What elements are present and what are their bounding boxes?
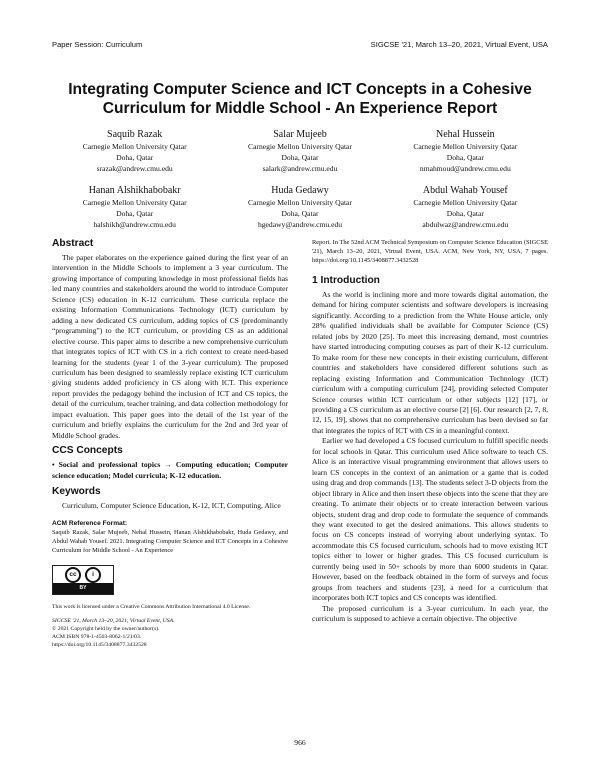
author-email: nmahmoud@andrew.cmu.edu [419,164,511,173]
author-affiliation: Carnegie Mellon University Qatar [413,142,518,151]
abstract-text: The paper elaborates on the experience gained during the first year of an intervention in the Middle Schools to implement a 3 year curriculum. The growing importance of computing knowledge in most professional fields has led many countries and stakeholders around the world to introduce Computer Science (CS) education in K-12 curriculum. These curricula replace the existing Information Communications Technology (ICT) curriculum by adding a new dedicated CS curriculum, adding topics of CS (predominantly “programming”) to the ICT curriculum, or providing CS as an additional elective course. This paper aims to describe a new comprehensive curriculum that integrates topics of ICT with CS in a rich context to create need-based learning for the students (year 1 of the 3-year curriculum). The proposed curriculum has been designed to seamlessly replace existing ICT curriculum giving students added proficiency in CS along with ICT. This experience report provides the pedagogy behind the inclusion of ICT and CS topics, the detail of the curriculum, teacher training, and data collection methodology for impact evaluation. This paper goes into the detail of the 1st year of the curriculum and briefly explains the curriculum for the 2nd and 3rd year of Middle School grades. [52,253,288,440]
header-venue: SIGCSE '21, March 13–20, 2021, Virtual Event, USA [370,40,548,49]
license-text: This work is licensed under a Creative Commons Attribution International 4.0 License. [52,604,251,611]
title-line-1: Integrating Computer Science and ICT Concepts in a Cohesive [68,81,532,98]
author-location: Doha, Qatar [116,209,154,218]
intro-paragraph-2: Earlier we had developed a CS focused curriculum to fulfill specific needs for local schools in Qatar. This curriculum used Alice software to teach CS. Alice is an interactive visual programming environment that allows users to learn CS concepts in the context of an animation or a game that is coded using drag and drop commands [13]. The students select 3-D objects from the object library in Alice and then insert these objects into the scene that they are creating. To animate their objects or to create interaction between various objects, student drag and drop code to formulate the sequence of commands they want executed to get the desired animations. This allows students to focus on CS concepts instead of worrying about underlying syntax. To accommodate this CS focused curriculum, schools had to move existing ICT topics either to lower or higher grades. This CS focused curriculum is currently being used in 50+ schools by more than 6000 students in Qatar. However, based on the feedback obtained in the form of surveys and focus groups from teachers and students [23], a need for a curriculum that incorporates both ICT topics and CS concepts was identified. [312,436,548,603]
introduction-heading: 1 Introduction [312,275,380,286]
attribution-icon: i [85,567,101,583]
author [217,128,382,174]
title-line-2: Curriculum for Middle School - An Experience Report [102,100,498,117]
abstract-heading: Abstract [52,238,94,249]
pubinfo-doi[interactable]: https://doi.org/10.1145/3408877.3432528 [52,642,147,649]
left-column [52,238,288,649]
author-email: halshikh@andrew.cmu.edu [93,220,176,229]
author-block [52,128,548,230]
author-affiliation: Carnegie Mellon University Qatar [248,142,352,151]
author-name: Hanan Alshikhabobakr [88,185,181,196]
author-email: abdulwaz@andrew.cmu.edu [422,220,509,229]
pubinfo-copyright: © 2021 Copyright held by the owner/author(s). [52,626,160,633]
author-affiliation: Carnegie Mellon University Qatar [248,198,352,207]
license-badge-row [52,565,288,595]
running-header [52,40,548,52]
author [217,184,382,230]
author-location: Doha, Qatar [446,153,484,162]
right-column [312,238,548,625]
author-name: Abdul Wahab Yousef [422,185,508,196]
author-location: Doha, Qatar [281,153,319,162]
author-affiliation: Carnegie Mellon University Qatar [82,198,187,207]
author-location: Doha, Qatar [446,209,484,218]
cc-icon: cc [65,567,81,583]
intro-paragraph-1: As the world is inclining more and more towards digital automation, the demand for hiring computer scientists and software developers is increasing significantly. According to a prediction from the White House article, only 28% qualified individuals shall be available for Computer Science (CS) related jobs by 2020 [25]. To meet this increasing demand, most countries have started introducing computing courses as part of their K-12 curriculum. To make room for these new concepts in their existing curriculum, different countries and stakeholders have considered different solutions such as replacing existing Information and Communication Technology (ICT) curriculum with a computing curriculum [24], providing selected Computer Science courses within ICT curriculum or other subjects [12] [17], or providing a CS curriculum as an elective course [2] [6]. Our research [2, 7, 8, 12, 15, 19], shows that no comprehensive curriculum has been devised so far that integrates the topics of ICT with CS in a meaningful context. [312,290,548,435]
author [383,128,548,174]
author-name: Huda Gedawy [271,185,329,196]
acm-reference-text: Saquib Razak, Salar Mujeeb, Nehal Hussein, Hanan Alshikhabobakr, Huda Gedawy, and Abdul Wahab Yousef. 2021. Integrating Computer Science and ICT Concepts in a Cohesive Curriculum for Middle School - An Experience [52,529,288,555]
paper-title [40,80,560,118]
author-name: Saquib Razak [107,129,163,140]
author-email: hgedawy@andrew.cmu.edu [257,220,343,229]
author [52,128,217,174]
cc-by-label: BY [53,583,113,593]
ccs-text: • Social and professional topics → Computing education; Computer science education; Model curricula; K-12 education. [52,460,288,480]
header-session: Paper Session: Curriculum [52,40,143,49]
pubinfo-isbn: ACM ISBN 978-1-4503-8062-1/21/03. [52,634,142,641]
page-number: 966 [294,738,306,747]
author-email: srazak@andrew.cmu.edu [96,164,173,173]
creative-commons-badge[interactable] [52,565,114,595]
publication-info [52,617,288,649]
acm-reference-continued: Report. In The 52nd ACM Technical Symposium on Computer Science Education (SIGCSE '21), March 13–20, 2021, Virtual Event, USA. ACM, New York, NY, USA, 7 pages. https://doi.org/10.1145/3408877.3432528 [312,239,548,264]
author [52,184,217,230]
ccs-heading: CCS Concepts [52,445,123,457]
author-email: salark@andrew.cmu.edu [262,164,338,173]
author-location: Doha, Qatar [281,209,319,218]
acm-reference-heading: ACM Reference Format: [52,520,128,528]
pubinfo-venue: SIGCSE '21, March 13–20, 2021, Virtual Event, USA. [52,618,175,625]
author-location: Doha, Qatar [116,153,154,162]
keywords-text: Curriculum, Computer Science Education, K-12, ICT, Computing, Alice [62,500,281,510]
keywords-heading: Keywords [52,485,101,497]
author-name: Salar Mujeeb [273,129,327,140]
author [383,184,548,230]
intro-paragraph-3: The proposed curriculum is a 3-year curriculum. In each year, the curriculum is supposed to achieve a certain objective. The objective [312,603,548,624]
author-affiliation: Carnegie Mellon University Qatar [82,142,187,151]
author-name: Nehal Hussein [436,129,495,140]
author-affiliation: Carnegie Mellon University Qatar [413,198,518,207]
